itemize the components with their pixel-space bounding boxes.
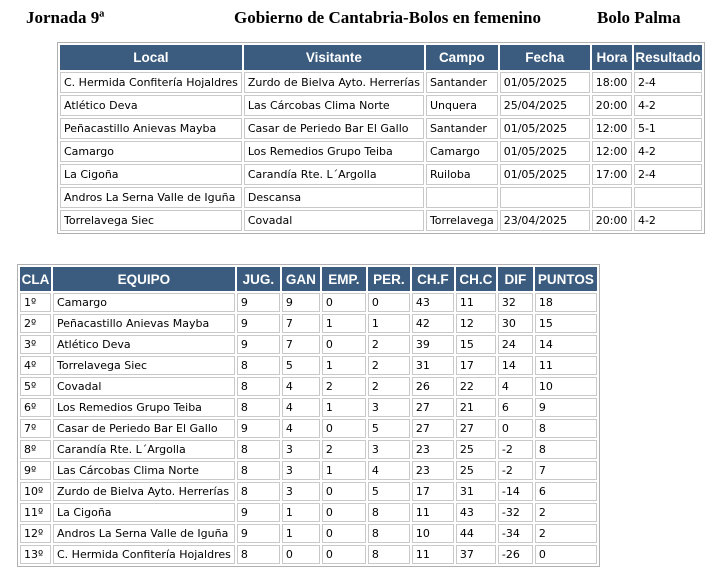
matches-cell-local: Torrelavega Siec: [60, 210, 242, 231]
standings-cell-jug: 8: [237, 377, 280, 396]
standings-cell-gan: 0: [282, 545, 320, 564]
standings-row: [20, 398, 597, 417]
standings-cell-jug: 8: [237, 545, 280, 564]
standings-cell-emp: 0: [322, 335, 366, 354]
matches-cell-fecha: 25/04/2025: [500, 95, 590, 116]
standings-cell-ch-c: 25: [456, 440, 496, 459]
standings-cell-jug: 9: [237, 335, 280, 354]
matches-cell-hora: 20:00: [592, 210, 632, 231]
matches-cell-hora: 17:00: [592, 164, 632, 185]
round-title: Jornada 9ª: [26, 8, 105, 27]
standings-cell-ch-c: 37: [456, 545, 496, 564]
standings-cell-puntos: 14: [535, 335, 597, 354]
standings-cell-dif: 32: [498, 293, 533, 312]
standings-cell-jug: 8: [237, 461, 280, 480]
standings-cell-ch-f: 11: [412, 503, 454, 522]
standings-cell-puntos: 7: [535, 461, 597, 480]
standings-cell-puntos: 10: [535, 377, 597, 396]
standings-cell-jug: 9: [237, 293, 280, 312]
standings-cell-gan: 3: [282, 440, 320, 459]
matches-cell-hora: 20:00: [592, 95, 632, 116]
standings-col-dif: DIF: [498, 267, 533, 291]
standings-cell-dif: 0: [498, 419, 533, 438]
standings-cell-equipo: C. Hermida Confitería Hojaldres: [53, 545, 235, 564]
matches-cell-visitante: Carandía Rte. L´Argolla: [244, 164, 424, 185]
matches-cell-campo: Santander: [426, 118, 498, 139]
standings-cell-cla: 8º: [20, 440, 51, 459]
standings-cell-ch-f: 11: [412, 545, 454, 564]
matches-body: [60, 72, 702, 231]
standings-cell-per: 2: [368, 335, 410, 354]
standings-cell-emp: 0: [322, 482, 366, 501]
standings-cell-cla: 2º: [20, 314, 51, 333]
matches-cell-hora: 12:00: [592, 118, 632, 139]
standings-cell-gan: 5: [282, 356, 320, 375]
matches-cell-fecha: 23/04/2025: [500, 210, 590, 231]
standings-cell-dif: 4: [498, 377, 533, 396]
matches-cell-campo: Santander: [426, 72, 498, 93]
standings-cell-jug: 8: [237, 482, 280, 501]
matches-cell-resultado: 2-4: [634, 164, 702, 185]
matches-cell-local: Peñacastillo Anievas Mayba: [60, 118, 242, 139]
standings-row: [20, 461, 597, 480]
matches-table: [57, 42, 705, 234]
matches-cell-hora: 12:00: [592, 141, 632, 162]
standings-row: [20, 356, 597, 375]
standings-cell-gan: 4: [282, 398, 320, 417]
matches-header-row: [60, 45, 702, 70]
matches-cell-visitante: Casar de Periedo Bar El Gallo: [244, 118, 424, 139]
standings-cell-equipo: Peñacastillo Anievas Mayba: [53, 314, 235, 333]
standings-cell-emp: 1: [322, 356, 366, 375]
standings-cell-equipo: Casar de Periedo Bar El Gallo: [53, 419, 235, 438]
standings-cell-jug: 9: [237, 503, 280, 522]
standings-cell-ch-f: 31: [412, 356, 454, 375]
standings-row: [20, 293, 597, 312]
standings-cell-per: 4: [368, 461, 410, 480]
matches-row: [60, 95, 702, 116]
standings-cell-puntos: 9: [535, 398, 597, 417]
matches-col-hora: Hora: [592, 45, 632, 70]
standings-cell-equipo: Torrelavega Siec: [53, 356, 235, 375]
standings-cell-puntos: 2: [535, 524, 597, 543]
standings-cell-cla: 9º: [20, 461, 51, 480]
standings-cell-jug: 9: [237, 524, 280, 543]
standings-cell-cla: 1º: [20, 293, 51, 312]
standings-cell-gan: 3: [282, 482, 320, 501]
matches-cell-visitante: Covadal: [244, 210, 424, 231]
standings-cell-jug: 8: [237, 356, 280, 375]
standings-cell-equipo: Las Cárcobas Clima Norte: [53, 461, 235, 480]
matches-cell-local: C. Hermida Confitería Hojaldres: [60, 72, 242, 93]
standings-cell-ch-f: 27: [412, 419, 454, 438]
standings-cell-gan: 9: [282, 293, 320, 312]
matches-cell-campo: Camargo: [426, 141, 498, 162]
matches-cell-local: Atlético Deva: [60, 95, 242, 116]
standings-cell-ch-c: 31: [456, 482, 496, 501]
standings-cell-equipo: Carandía Rte. L´Argolla: [53, 440, 235, 459]
matches-cell-local: Camargo: [60, 141, 242, 162]
matches-cell-resultado: 5-1: [634, 118, 702, 139]
standings-col-per: PER.: [368, 267, 410, 291]
standings-col-jug: JUG.: [237, 267, 280, 291]
standings-cell-puntos: 15: [535, 314, 597, 333]
matches-cell-hora: [592, 187, 632, 208]
standings-cell-ch-c: 22: [456, 377, 496, 396]
standings-cell-per: 5: [368, 419, 410, 438]
standings-cell-emp: 0: [322, 524, 366, 543]
standings-cell-jug: 8: [237, 398, 280, 417]
standings-cell-ch-f: 26: [412, 377, 454, 396]
standings-cell-equipo: Atlético Deva: [53, 335, 235, 354]
standings-cell-per: 8: [368, 524, 410, 543]
matches-cell-local: Andros La Serna Valle de Iguña: [60, 187, 242, 208]
standings-cell-equipo: Andros La Serna Valle de Iguña: [53, 524, 235, 543]
matches-cell-resultado: 4-2: [634, 210, 702, 231]
standings-cell-ch-f: 42: [412, 314, 454, 333]
standings-cell-per: 5: [368, 482, 410, 501]
standings-cell-ch-f: 43: [412, 293, 454, 312]
matches-cell-fecha: 01/05/2025: [500, 72, 590, 93]
standings-cell-emp: 0: [322, 419, 366, 438]
standings-row: [20, 419, 597, 438]
matches-cell-local: La Cigoña: [60, 164, 242, 185]
standings-table: [17, 264, 600, 567]
standings-cell-ch-f: 27: [412, 398, 454, 417]
standings-body: [20, 293, 597, 564]
standings-cell-puntos: 2: [535, 503, 597, 522]
standings-cell-cla: 5º: [20, 377, 51, 396]
standings-cell-per: 1: [368, 314, 410, 333]
matches-cell-fecha: 01/05/2025: [500, 118, 590, 139]
standings-cell-ch-c: 27: [456, 419, 496, 438]
standings-cell-emp: 1: [322, 398, 366, 417]
standings-cell-gan: 1: [282, 503, 320, 522]
matches-cell-campo: [426, 187, 498, 208]
standings-row: [20, 314, 597, 333]
standings-cell-dif: -32: [498, 503, 533, 522]
standings-cell-puntos: 0: [535, 545, 597, 564]
standings-cell-jug: 9: [237, 419, 280, 438]
standings-cell-per: 3: [368, 398, 410, 417]
matches-cell-campo: Ruiloba: [426, 164, 498, 185]
standings-cell-per: 2: [368, 377, 410, 396]
standings-cell-cla: 3º: [20, 335, 51, 354]
standings-cell-emp: 0: [322, 503, 366, 522]
matches-cell-campo: Unquera: [426, 95, 498, 116]
standings-cell-dif: -26: [498, 545, 533, 564]
page-header: [0, 8, 705, 30]
matches-cell-fecha: 01/05/2025: [500, 141, 590, 162]
standings-cell-gan: 3: [282, 461, 320, 480]
matches-row: [60, 210, 702, 231]
standings-cell-puntos: 6: [535, 482, 597, 501]
standings-cell-per: 0: [368, 293, 410, 312]
standings-row: [20, 524, 597, 543]
standings-cell-ch-c: 21: [456, 398, 496, 417]
standings-cell-ch-f: 10: [412, 524, 454, 543]
standings-cell-gan: 7: [282, 314, 320, 333]
standings-cell-jug: 8: [237, 440, 280, 459]
standings-cell-ch-c: 44: [456, 524, 496, 543]
matches-cell-visitante: Los Remedios Grupo Teiba: [244, 141, 424, 162]
matches-cell-fecha: [500, 187, 590, 208]
standings-col-ch-f: CH.F: [412, 267, 454, 291]
standings-cell-puntos: 8: [535, 440, 597, 459]
standings-cell-cla: 10º: [20, 482, 51, 501]
standings-cell-puntos: 18: [535, 293, 597, 312]
standings-cell-puntos: 8: [535, 419, 597, 438]
standings-cell-ch-c: 43: [456, 503, 496, 522]
standings-cell-gan: 1: [282, 524, 320, 543]
matches-cell-resultado: 2-4: [634, 72, 702, 93]
matches-row: [60, 141, 702, 162]
matches-col-local: Local: [60, 45, 242, 70]
standings-cell-dif: -2: [498, 440, 533, 459]
standings-col-cla: CLA: [20, 267, 51, 291]
standings-cell-equipo: Zurdo de Bielva Ayto. Herrerías: [53, 482, 235, 501]
standings-cell-emp: 2: [322, 440, 366, 459]
standings-cell-dif: -34: [498, 524, 533, 543]
standings-cell-emp: 0: [322, 545, 366, 564]
matches-row: [60, 72, 702, 93]
standings-cell-equipo: Covadal: [53, 377, 235, 396]
standings-col-ch-c: CH.C: [456, 267, 496, 291]
standings-cell-per: 3: [368, 440, 410, 459]
standings-col-equipo: EQUIPO: [53, 267, 235, 291]
standings-cell-jug: 9: [237, 314, 280, 333]
standings-cell-dif: 24: [498, 335, 533, 354]
standings-cell-gan: 4: [282, 419, 320, 438]
standings-cell-puntos: 11: [535, 356, 597, 375]
standings-cell-gan: 4: [282, 377, 320, 396]
standings-cell-per: 2: [368, 356, 410, 375]
standings-cell-ch-f: 23: [412, 461, 454, 480]
matches-cell-hora: 18:00: [592, 72, 632, 93]
standings-cell-cla: 13º: [20, 545, 51, 564]
standings-cell-emp: 2: [322, 377, 366, 396]
standings-col-gan: GAN: [282, 267, 320, 291]
matches-cell-visitante: Descansa: [244, 187, 424, 208]
standings-cell-dif: 14: [498, 356, 533, 375]
standings-row: [20, 377, 597, 396]
standings-cell-ch-c: 25: [456, 461, 496, 480]
matches-col-resultado: Resultado: [634, 45, 702, 70]
standings-cell-cla: 11º: [20, 503, 51, 522]
standings-cell-equipo: Camargo: [53, 293, 235, 312]
standings-cell-emp: 1: [322, 461, 366, 480]
matches-cell-campo: Torrelavega: [426, 210, 498, 231]
matches-cell-resultado: 4-2: [634, 141, 702, 162]
standings-cell-cla: 6º: [20, 398, 51, 417]
standings-cell-ch-f: 39: [412, 335, 454, 354]
matches-cell-visitante: Zurdo de Bielva Ayto. Herrerías: [244, 72, 424, 93]
standings-cell-ch-c: 17: [456, 356, 496, 375]
standings-cell-per: 8: [368, 503, 410, 522]
matches-col-campo: Campo: [426, 45, 498, 70]
standings-row: [20, 503, 597, 522]
standings-cell-ch-c: 11: [456, 293, 496, 312]
standings-cell-ch-f: 17: [412, 482, 454, 501]
matches-row: [60, 187, 702, 208]
standings-cell-cla: 4º: [20, 356, 51, 375]
standings-row: [20, 545, 597, 564]
matches-cell-resultado: [634, 187, 702, 208]
matches-cell-visitante: Las Cárcobas Clima Norte: [244, 95, 424, 116]
standings-row: [20, 440, 597, 459]
standings-cell-dif: 6: [498, 398, 533, 417]
standings-cell-ch-f: 23: [412, 440, 454, 459]
standings-cell-ch-c: 12: [456, 314, 496, 333]
standings-cell-equipo: Los Remedios Grupo Teiba: [53, 398, 235, 417]
standings-cell-ch-c: 15: [456, 335, 496, 354]
standings-row: [20, 482, 597, 501]
matches-col-fecha: Fecha: [500, 45, 590, 70]
standings-row: [20, 335, 597, 354]
standings-col-puntos: PUNTOS: [535, 267, 597, 291]
standings-header-row: [20, 267, 597, 291]
standings-cell-emp: 0: [322, 293, 366, 312]
standings-cell-dif: -14: [498, 482, 533, 501]
standings-cell-dif: 30: [498, 314, 533, 333]
standings-cell-cla: 12º: [20, 524, 51, 543]
standings-cell-cla: 7º: [20, 419, 51, 438]
standings-cell-emp: 1: [322, 314, 366, 333]
standings-cell-gan: 7: [282, 335, 320, 354]
matches-cell-fecha: 01/05/2025: [500, 164, 590, 185]
discipline-title: Bolo Palma: [597, 8, 681, 27]
matches-col-visitante: Visitante: [244, 45, 424, 70]
standings-cell-per: 8: [368, 545, 410, 564]
matches-cell-resultado: 4-2: [634, 95, 702, 116]
standings-cell-equipo: La Cigoña: [53, 503, 235, 522]
competition-title: Gobierno de Cantabria-Bolos en femenino: [234, 8, 541, 27]
matches-row: [60, 164, 702, 185]
matches-row: [60, 118, 702, 139]
standings-cell-dif: -2: [498, 461, 533, 480]
standings-col-emp: EMP.: [322, 267, 366, 291]
